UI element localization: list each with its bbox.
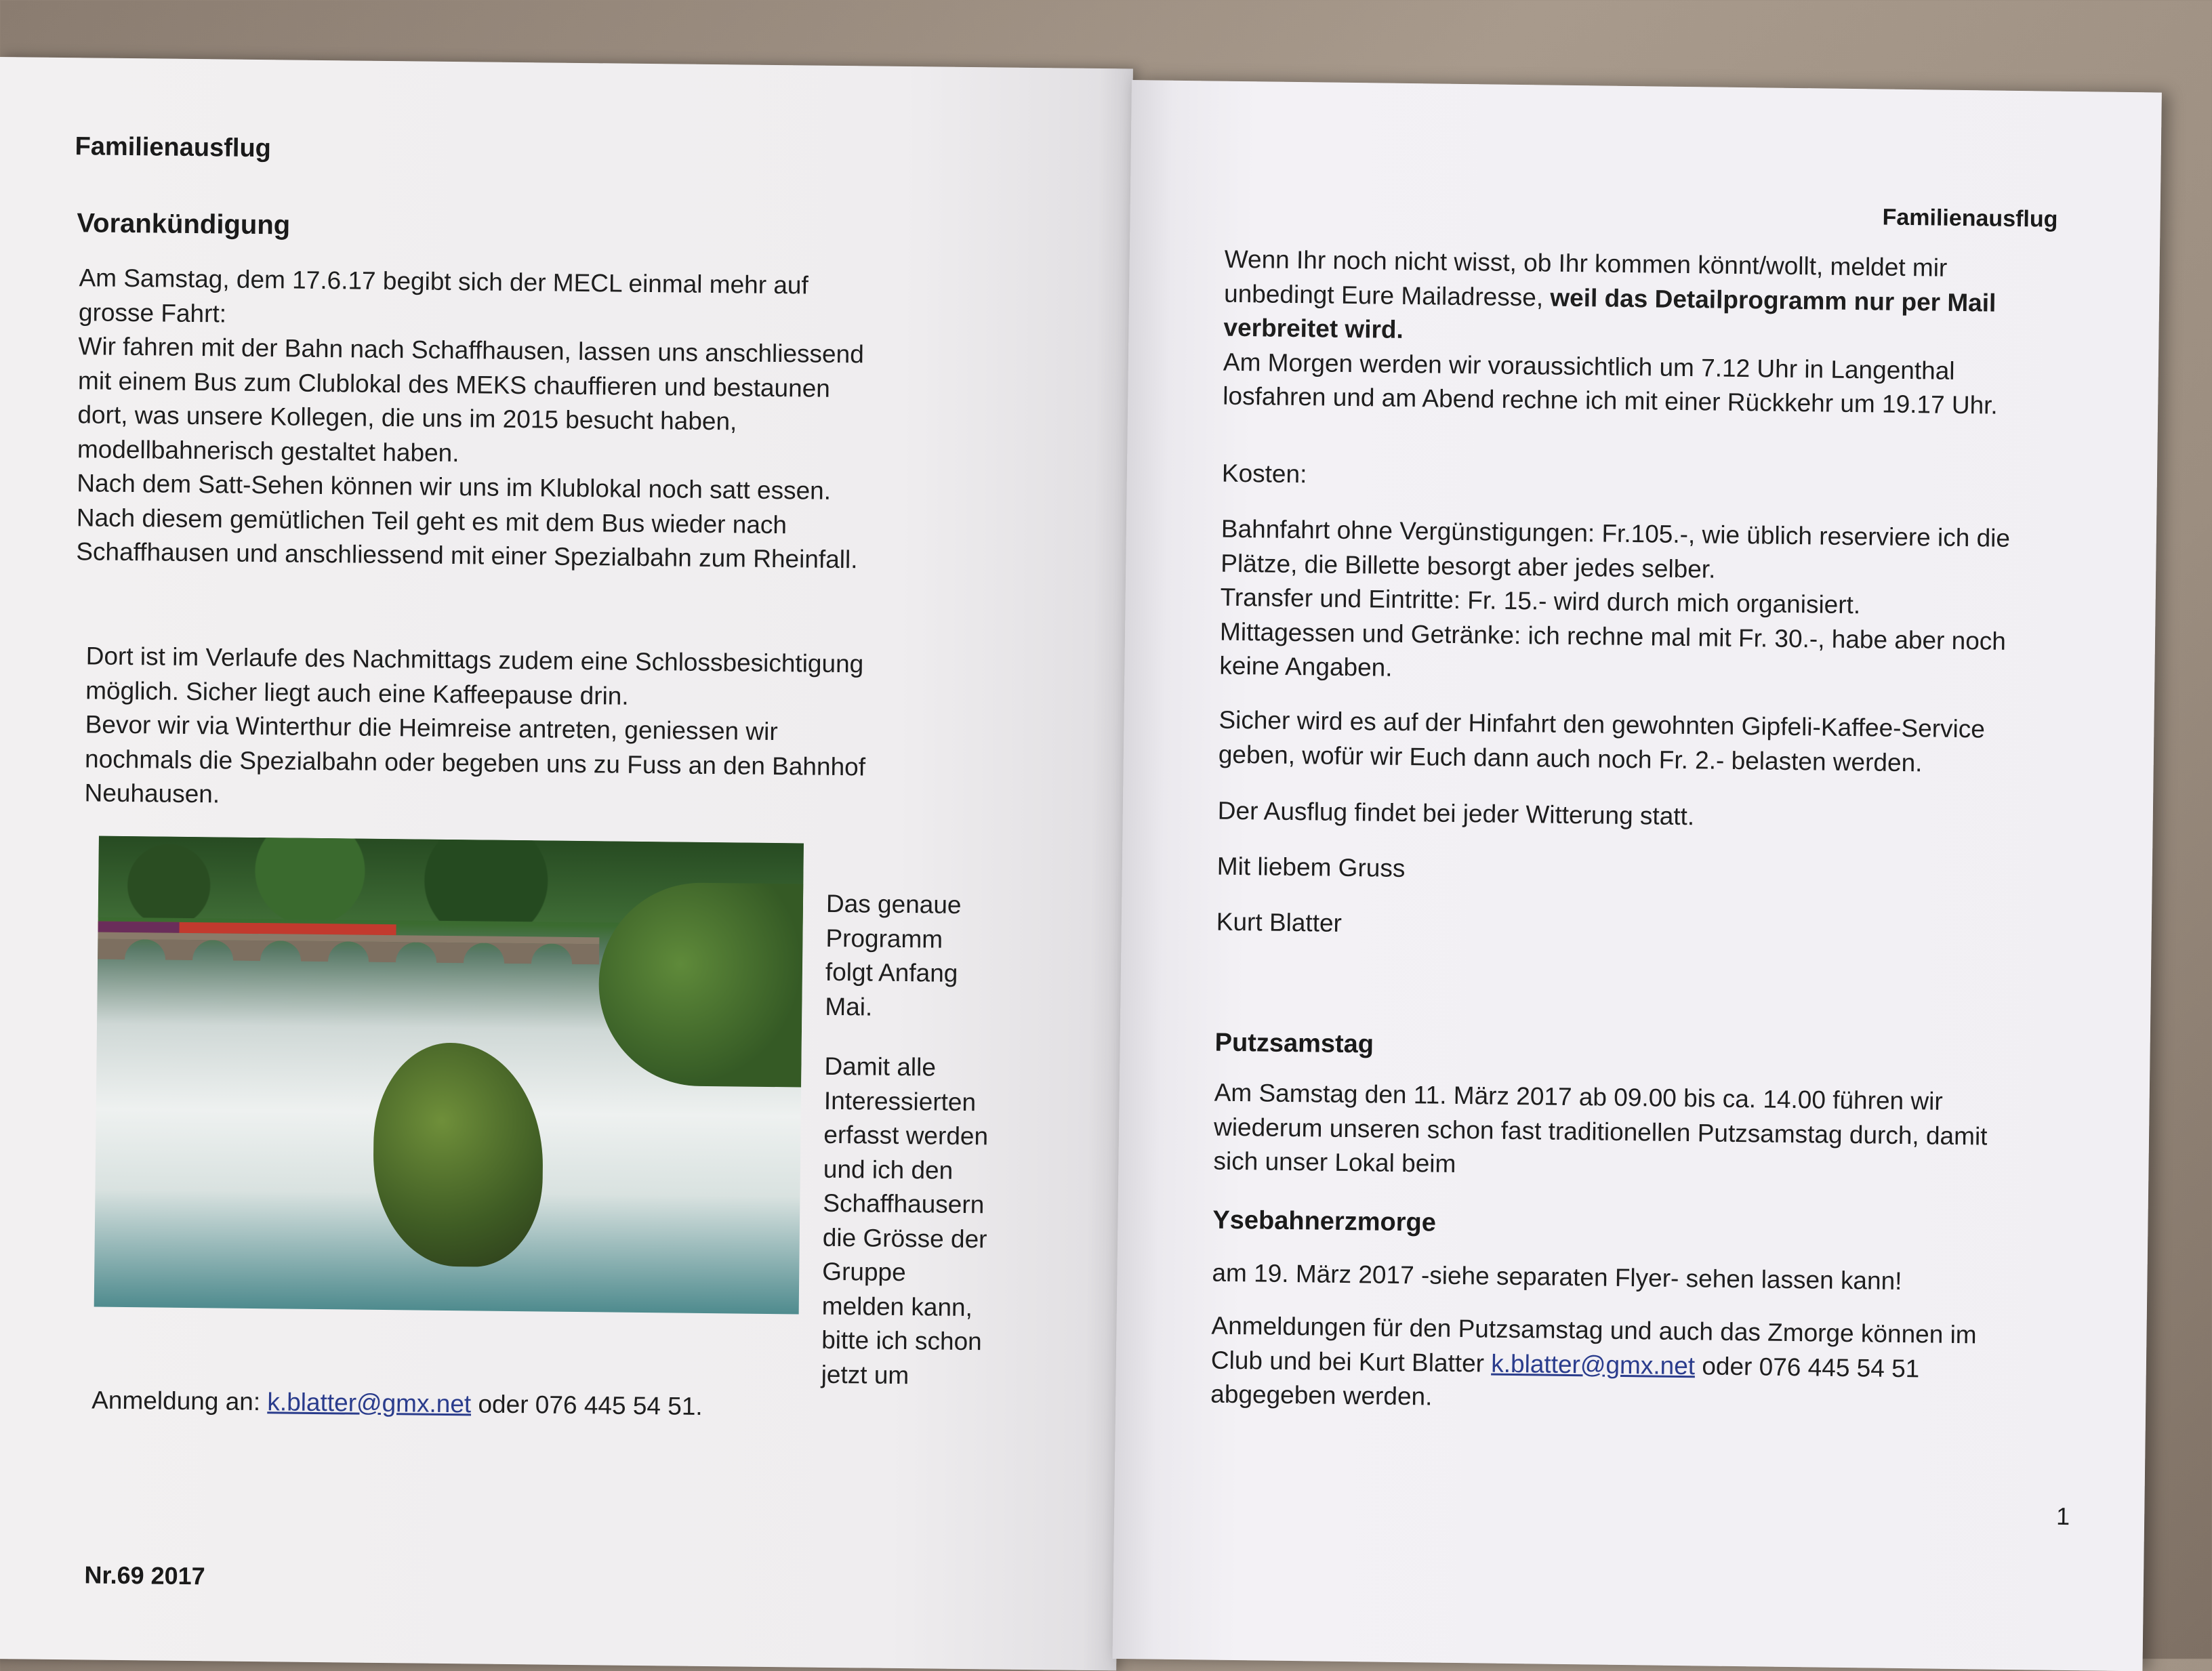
text-line: Transfer und Eintritte: Fr. 15.- wird durch mich organisiert. xyxy=(1220,583,1861,619)
text-line: Das genaue xyxy=(825,889,962,919)
text-line: Schaffhausern xyxy=(823,1189,985,1219)
gipfeli-paragraph xyxy=(1218,703,1986,781)
text-line: dort, was unsere Kollegen, die uns im 2015 besucht haben, xyxy=(77,400,737,436)
text-line: erfasst werden xyxy=(823,1120,989,1151)
issue-number: Nr.69 2017 xyxy=(84,1561,205,1590)
text-line: Mai. xyxy=(825,992,873,1021)
text-line: geben, wofür wir Euch dann auch noch Fr. 2.- belasten werden. xyxy=(1218,740,1923,777)
program-note xyxy=(825,887,962,1025)
greeting: Mit liebem Gruss xyxy=(1216,852,1406,883)
intro-paragraph xyxy=(76,261,865,577)
left-header: Familienausflug xyxy=(75,132,272,163)
page-number: 1 xyxy=(2055,1502,2070,1531)
text-line: Bahnfahrt ohne Vergünstigungen: Fr.105.-, wie üblich reserviere ich die xyxy=(1221,514,2011,552)
text-fragment: Club und bei Kurt Blatter xyxy=(1210,1346,1492,1378)
text-line: Gruppe xyxy=(822,1257,906,1287)
left-page xyxy=(0,57,1133,1670)
phone-number: oder 076 445 54 51 xyxy=(1694,1351,1920,1382)
text-line: Am Morgen werden wir voraussichtlich um 7.12 Uhr in Langenthal xyxy=(1223,348,1955,385)
railway-bridge-graphic xyxy=(98,919,600,965)
breakfast-text: am 19. März 2017 -siehe separaten Flyer- sehen lassen kann! xyxy=(1212,1258,1902,1296)
text-line: Wenn Ihr noch nicht wisst, ob Ihr kommen könnt/wollt, meldet mir xyxy=(1224,245,1948,282)
cleaning-paragraph xyxy=(1213,1076,1988,1188)
text-line: folgt Anfang xyxy=(825,957,958,987)
text-line: wiederum unseren schon fast traditionellen Putzsamstag durch, damit xyxy=(1213,1113,1988,1151)
text-line: Schaffhausen und anschliessend mit einer Spezialbahn zum Rheinfall. xyxy=(76,537,858,574)
text-line: nochmals die Spezialbahn oder begeben uns zu Fuss an den Bahnhof xyxy=(84,744,866,781)
preannouncement-heading: Vorankündigung xyxy=(77,208,291,241)
right-header: Familienausflug xyxy=(1882,204,2058,232)
text-line: die Grösse der xyxy=(822,1223,987,1253)
registration-note xyxy=(821,1050,989,1394)
email-link[interactable]: k.blatter@gmx.net xyxy=(1491,1349,1696,1380)
rhine-falls-photo xyxy=(94,836,804,1315)
bold-text-fragment: weil das Detailprogramm nur per Mail xyxy=(1550,283,1996,317)
falls-rock xyxy=(372,1042,544,1268)
right-page xyxy=(1113,80,2162,1671)
text-line: abgegeben werden. xyxy=(1210,1380,1433,1411)
text-line: Sicher wird es auf der Hinfahrt den gewohnten Gipfeli-Kaffee-Service xyxy=(1218,705,1986,743)
text-line: möglich. Sicher liegt auch eine Kaffeepause drin. xyxy=(85,676,629,710)
text-line: und ich den xyxy=(823,1155,954,1184)
email-link[interactable]: k.blatter@gmx.net xyxy=(267,1388,472,1418)
text-line: Neuhausen. xyxy=(84,779,220,808)
costs-label: Kosten: xyxy=(1221,459,1307,489)
text-line: modellbahnerisch gestaltet haben. xyxy=(77,434,459,467)
costs-paragraph xyxy=(1219,512,2010,693)
text-line: Dort ist im Verlaufe des Nachmittags zudem eine Schlossbesichtigung xyxy=(85,642,864,678)
text-line: Anmeldungen für den Putzsamstag und auch das Zmorge können im xyxy=(1211,1311,1977,1349)
text-line: mit einem Bus zum Clublokal des MEKS chauffieren und bestaunen xyxy=(77,366,831,403)
text-line: bitte ich schon xyxy=(821,1325,982,1356)
intro-paragraph xyxy=(1223,243,2000,423)
text-line: Plätze, die Billette besorgt aber jedes selber. xyxy=(1221,549,1716,583)
text-line: Damit alle xyxy=(824,1052,937,1081)
text-line: Am Samstag den 11. März 2017 ab 09.00 bis ca. 14.00 führen wir xyxy=(1214,1078,1943,1115)
text-line: Am Samstag, dem 17.6.17 begibt sich der MECL einmal mehr auf xyxy=(79,264,809,300)
text-line: Wir fahren mit der Bahn nach Schaffhausen, lassen uns anschliessend xyxy=(78,332,865,369)
text-line: jetzt um xyxy=(821,1360,909,1389)
text-line: Bevor wir via Winterthur die Heimreise antreten, geniessen wir xyxy=(85,710,778,746)
cleaning-saturday-heading: Putzsamstag xyxy=(1214,1028,1374,1059)
text-line: sich unser Lokal beim xyxy=(1213,1147,1456,1178)
weather-note: Der Ausflug findet bei jeder Witterung statt. xyxy=(1217,796,1695,831)
registration-line xyxy=(91,1384,703,1424)
riverbank-bushes xyxy=(598,882,803,1087)
text-line: losfahren und am Abend rechne ich mit einer Rückkehr um 19.17 Uhr. xyxy=(1223,381,1998,419)
text-line: Programm xyxy=(825,924,943,953)
registrations-paragraph xyxy=(1210,1309,1977,1421)
afternoon-paragraph xyxy=(84,639,867,819)
phone-number: oder 076 445 54 51. xyxy=(470,1390,703,1420)
text-line: grosse Fahrt: xyxy=(78,297,227,328)
registration-label: Anmeldung an: xyxy=(91,1386,268,1416)
bold-text-line: verbreitet wird. xyxy=(1223,313,1404,344)
breakfast-heading: Ysebahnerzmorge xyxy=(1212,1205,1437,1237)
text-fragment: unbedingt Eure Mailadresse, xyxy=(1223,279,1551,312)
text-line: Mittagessen und Getränke: ich rechne mal mit Fr. 30.-, habe aber noch xyxy=(1219,617,2007,655)
text-line: melden kann, xyxy=(821,1292,973,1321)
text-line: Interessierten xyxy=(823,1086,977,1116)
text-line: Nach dem Satt-Sehen können wir uns im Klublokal noch satt essen. xyxy=(77,469,832,505)
signature: Kurt Blatter xyxy=(1216,907,1343,937)
text-line: Nach diesem gemütlichen Teil geht es mit dem Bus wieder nach xyxy=(76,503,787,539)
text-line: keine Angaben. xyxy=(1219,651,1393,682)
